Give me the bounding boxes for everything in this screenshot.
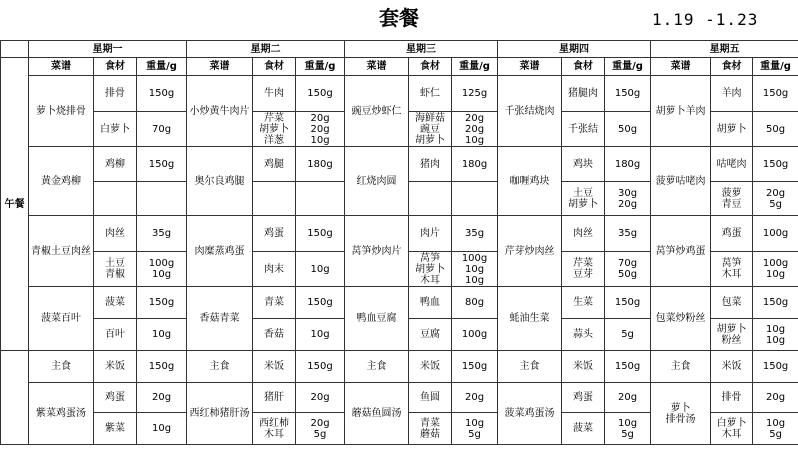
weight-cell: 180g xyxy=(452,147,498,182)
dish-row xyxy=(1,216,798,252)
weight-cell: 10g xyxy=(137,413,187,445)
header-ingredient: 食材 xyxy=(253,58,296,76)
ingredient-cell: 青菜 蘑菇 xyxy=(409,413,452,445)
weight-cell: 70g 50g xyxy=(605,252,651,287)
staple-ingredient: 米饭 xyxy=(253,351,296,383)
ingredient-cell: 鸡蛋 xyxy=(711,216,753,252)
weight-cell: 35g xyxy=(137,216,187,252)
weight-cell: 70g xyxy=(137,112,187,147)
ingredient-cell: 千张结 xyxy=(562,112,605,147)
dish-name: 蚝油生菜 xyxy=(498,287,562,351)
day-header-row xyxy=(1,41,798,58)
dish-name: 奥尔良鸡腿 xyxy=(187,147,253,216)
weight-cell: 150g xyxy=(296,216,345,252)
ingredient-cell: 白萝卜 木耳 xyxy=(711,413,753,445)
dish-name: 胡萝卜羊肉 xyxy=(651,76,711,147)
ingredient-cell: 鸡蛋 xyxy=(94,383,137,413)
ingredient-cell: 海鲜菇 豌豆 胡萝卜 xyxy=(409,112,452,147)
weight-cell: 20g 20g 10g xyxy=(452,112,498,147)
ingredient-cell xyxy=(94,182,137,216)
weight-cell: 10g xyxy=(296,252,345,287)
staple-label: 主食 xyxy=(187,351,253,383)
weight-cell: 50g xyxy=(605,112,651,147)
soup-name: 菠菜鸡蛋汤 xyxy=(498,383,562,445)
weight-cell: 20g xyxy=(137,383,187,413)
ingredient-cell: 豆腐 xyxy=(409,319,452,351)
staple-weight: 150g xyxy=(137,351,187,383)
weight-cell: 80g xyxy=(452,287,498,319)
dish-name: 青椒土豆肉丝 xyxy=(29,216,94,287)
title-row xyxy=(0,0,798,40)
weight-cell: 150g xyxy=(296,287,345,319)
weight-cell: 150g xyxy=(753,147,798,182)
dish-name: 菠萝咕咾肉 xyxy=(651,147,711,216)
ingredient-cell: 西红柿 木耳 xyxy=(253,413,296,445)
staple-weight: 150g xyxy=(296,351,345,383)
staple-ingredient: 米饭 xyxy=(409,351,452,383)
ingredient-cell: 菠萝 青豆 xyxy=(711,182,753,216)
dish-name: 黄金鸡柳 xyxy=(29,147,94,216)
ingredient-cell: 芹菜 胡萝卜 洋葱 xyxy=(253,112,296,147)
ingredient-cell: 羊肉 xyxy=(711,76,753,112)
staple-ingredient: 米饭 xyxy=(562,351,605,383)
ingredient-cell: 胡萝卜 粉丝 xyxy=(711,319,753,351)
weight-cell xyxy=(296,182,345,216)
weight-cell: 35g xyxy=(452,216,498,252)
header-weight: 重量/g xyxy=(605,58,651,76)
header-dish: 菜谱 xyxy=(345,58,409,76)
weight-cell: 100g 10g xyxy=(137,252,187,287)
page-title: 套餐 xyxy=(379,6,419,30)
day-header-tue: 星期二 xyxy=(187,41,345,58)
weight-cell xyxy=(137,182,187,216)
ingredient-cell: 咕咾肉 xyxy=(711,147,753,182)
weight-cell: 100g 10g 10g xyxy=(452,252,498,287)
weight-cell: 100g xyxy=(753,216,798,252)
dish-name: 莴笋炒鸡蛋 xyxy=(651,216,711,287)
weight-cell: 20g 20g 10g xyxy=(296,112,345,147)
ingredient-cell: 包菜 xyxy=(711,287,753,319)
weight-cell: 150g xyxy=(137,147,187,182)
header-dish: 菜谱 xyxy=(187,58,253,76)
weight-cell: 150g xyxy=(605,287,651,319)
day-header-thu: 星期四 xyxy=(498,41,651,58)
ingredient-cell: 排骨 xyxy=(94,76,137,112)
staple-row xyxy=(1,351,798,383)
dish-name: 千张结烧肉 xyxy=(498,76,562,147)
corner-cell xyxy=(1,41,29,58)
ingredient-cell: 百叶 xyxy=(94,319,137,351)
ingredient-cell: 虾仁 xyxy=(409,76,452,112)
weight-cell: 150g xyxy=(137,76,187,112)
day-header-wed: 星期三 xyxy=(345,41,498,58)
weight-cell: 125g xyxy=(452,76,498,112)
staple-ingredient: 米饭 xyxy=(711,351,753,383)
header-dish: 菜谱 xyxy=(651,58,711,76)
ingredient-cell: 鸡块 xyxy=(562,147,605,182)
staple-weight: 150g xyxy=(605,351,651,383)
header-dish: 菜谱 xyxy=(498,58,562,76)
header-ingredient: 食材 xyxy=(409,58,452,76)
header-ingredient: 食材 xyxy=(94,58,137,76)
header-dish: 菜谱 xyxy=(29,58,94,76)
dish-name: 莴笋炒肉片 xyxy=(345,216,409,287)
soup-name: 西红柿猪肝汤 xyxy=(187,383,253,445)
ingredient-cell: 菠菜 xyxy=(562,413,605,445)
dish-name: 小炒黄牛肉片 xyxy=(187,76,253,147)
ingredient-cell: 土豆 胡萝卜 xyxy=(562,182,605,216)
weight-cell: 50g xyxy=(753,112,798,147)
ingredient-cell: 土豆 青椒 xyxy=(94,252,137,287)
header-weight: 重量/g xyxy=(296,58,345,76)
dish-name: 菠菜百叶 xyxy=(29,287,94,351)
soup-name: 萝卜 排骨汤 xyxy=(651,383,711,445)
ingredient-cell xyxy=(409,182,452,216)
staple-label: 主食 xyxy=(651,351,711,383)
dish-name: 香菇青菜 xyxy=(187,287,253,351)
weight-cell: 100g xyxy=(452,319,498,351)
ingredient-cell: 莴笋 木耳 xyxy=(711,252,753,287)
ingredient-cell: 菠菜 xyxy=(94,287,137,319)
weight-cell: 150g xyxy=(605,76,651,112)
staple-side-cell xyxy=(1,351,29,445)
weight-cell: 10g xyxy=(296,319,345,351)
column-header-row xyxy=(1,58,798,76)
staple-weight: 150g xyxy=(753,351,798,383)
weight-cell: 10g 10g xyxy=(753,319,798,351)
staple-label: 主食 xyxy=(29,351,94,383)
ingredient-cell: 生菜 xyxy=(562,287,605,319)
dish-name: 咖喱鸡块 xyxy=(498,147,562,216)
ingredient-cell: 蒜头 xyxy=(562,319,605,351)
weight-cell: 20g xyxy=(452,383,498,413)
ingredient-cell: 肉片 xyxy=(409,216,452,252)
ingredient-cell: 鸡蛋 xyxy=(562,383,605,413)
weight-cell: 100g 10g xyxy=(753,252,798,287)
ingredient-cell: 白萝卜 xyxy=(94,112,137,147)
dish-row xyxy=(1,147,798,182)
ingredient-cell: 鸡柳 xyxy=(94,147,137,182)
ingredient-cell: 莴笋 胡萝卜 木耳 xyxy=(409,252,452,287)
ingredient-cell: 牛肉 xyxy=(253,76,296,112)
soup-row xyxy=(1,383,798,413)
weight-cell: 10g 5g xyxy=(753,413,798,445)
header-weight: 重量/g xyxy=(452,58,498,76)
weight-cell: 150g xyxy=(296,76,345,112)
header-weight: 重量/g xyxy=(753,58,798,76)
weight-cell: 20g xyxy=(753,383,798,413)
dish-row xyxy=(1,287,798,319)
ingredient-cell: 肉末 xyxy=(253,252,296,287)
weight-cell: 20g 5g xyxy=(753,182,798,216)
ingredient-cell: 紫菜 xyxy=(94,413,137,445)
header-ingredient: 食材 xyxy=(711,58,753,76)
weight-cell: 20g 5g xyxy=(296,413,345,445)
ingredient-cell: 猪腿肉 xyxy=(562,76,605,112)
weight-cell: 180g xyxy=(296,147,345,182)
ingredient-cell: 青菜 xyxy=(253,287,296,319)
menu-table xyxy=(0,40,798,445)
staple-label: 主食 xyxy=(498,351,562,383)
weight-cell: 180g xyxy=(605,147,651,182)
weight-cell: 20g xyxy=(296,383,345,413)
dish-name: 鸭血豆腐 xyxy=(345,287,409,351)
header-weight: 重量/g xyxy=(137,58,187,76)
ingredient-cell: 排骨 xyxy=(711,383,753,413)
day-header-fri: 星期五 xyxy=(651,41,798,58)
header-ingredient: 食材 xyxy=(562,58,605,76)
ingredient-cell: 鸡蛋 xyxy=(253,216,296,252)
soup-name: 紫菜鸡蛋汤 xyxy=(29,383,94,445)
staple-weight: 150g xyxy=(452,351,498,383)
dish-name: 芹芽炒肉丝 xyxy=(498,216,562,287)
dish-name: 肉糜蒸鸡蛋 xyxy=(187,216,253,287)
staple-label: 主食 xyxy=(345,351,409,383)
dish-name: 包菜炒粉丝 xyxy=(651,287,711,351)
staple-ingredient: 米饭 xyxy=(94,351,137,383)
weight-cell: 35g xyxy=(605,216,651,252)
day-header-mon: 星期一 xyxy=(29,41,187,58)
weight-cell: 30g 20g xyxy=(605,182,651,216)
dish-row xyxy=(1,76,798,112)
dish-name: 红烧肉圆 xyxy=(345,147,409,216)
dish-name: 豌豆炒虾仁 xyxy=(345,76,409,147)
ingredient-cell: 猪肉 xyxy=(409,147,452,182)
ingredient-cell: 肉丝 xyxy=(562,216,605,252)
weight-cell: 10g 5g xyxy=(452,413,498,445)
ingredient-cell: 猪肝 xyxy=(253,383,296,413)
weight-cell: 150g xyxy=(753,287,798,319)
ingredient-cell xyxy=(253,182,296,216)
lunch-label: 午餐 xyxy=(1,58,29,351)
weight-cell: 150g xyxy=(753,76,798,112)
ingredient-cell: 肉丝 xyxy=(94,216,137,252)
weight-cell: 10g xyxy=(137,319,187,351)
weight-cell: 150g xyxy=(137,287,187,319)
ingredient-cell: 鱼圆 xyxy=(409,383,452,413)
ingredient-cell: 香菇 xyxy=(253,319,296,351)
ingredient-cell: 胡萝卜 xyxy=(711,112,753,147)
weight-cell: 10g 5g xyxy=(605,413,651,445)
weight-cell: 5g xyxy=(605,319,651,351)
soup-name: 蘑菇鱼圆汤 xyxy=(345,383,409,445)
ingredient-cell: 芹菜 豆芽 xyxy=(562,252,605,287)
ingredient-cell: 鸭血 xyxy=(409,287,452,319)
date-range: 1.19 -1.23 xyxy=(652,10,759,29)
weight-cell: 20g xyxy=(605,383,651,413)
weight-cell xyxy=(452,182,498,216)
ingredient-cell: 鸡腿 xyxy=(253,147,296,182)
dish-name: 萝卜烧排骨 xyxy=(29,76,94,147)
